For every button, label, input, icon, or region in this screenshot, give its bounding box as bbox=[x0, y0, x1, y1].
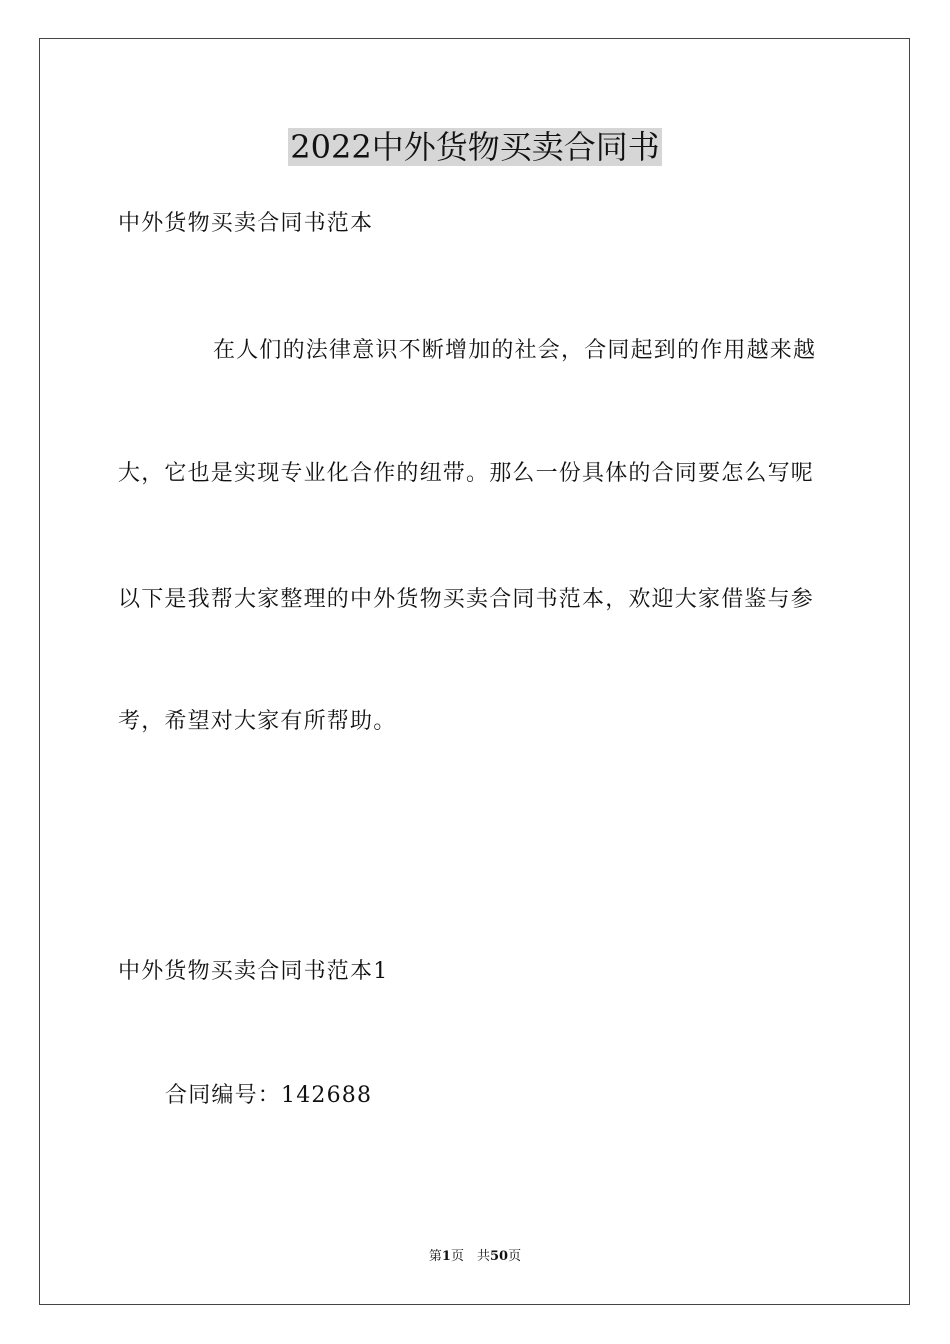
page-suffix: 页 bbox=[508, 1249, 522, 1264]
document-subtitle: 中外货物买卖合同书范本 bbox=[118, 211, 374, 236]
intro-line-4: 考，希望对大家有所帮助。 bbox=[118, 709, 397, 734]
page-mid: 页 共 bbox=[450, 1249, 490, 1264]
page-footer bbox=[0, 1248, 950, 1266]
section-heading: 中外货物买卖合同书范本1 bbox=[118, 959, 389, 984]
contract-number: 合同编号：142688 bbox=[165, 1083, 373, 1108]
intro-line-1: 在人们的法律意识不断增加的社会，合同起到的作用越来越 bbox=[213, 338, 817, 363]
intro-line-2: 大，它也是实现专业化合作的纽带。那么一份具体的合同要怎么写呢 bbox=[118, 461, 815, 486]
intro-line-3: 以下是我帮大家整理的中外货物买卖合同书范本，欢迎大家借鉴与参 bbox=[118, 587, 815, 612]
document-title bbox=[0, 124, 950, 170]
page-current: 1 bbox=[441, 1249, 451, 1264]
page-total: 50 bbox=[489, 1249, 509, 1264]
page-prefix: 第 bbox=[428, 1249, 442, 1264]
document-title-text: 2022中外货物买卖合同书 bbox=[290, 128, 660, 166]
